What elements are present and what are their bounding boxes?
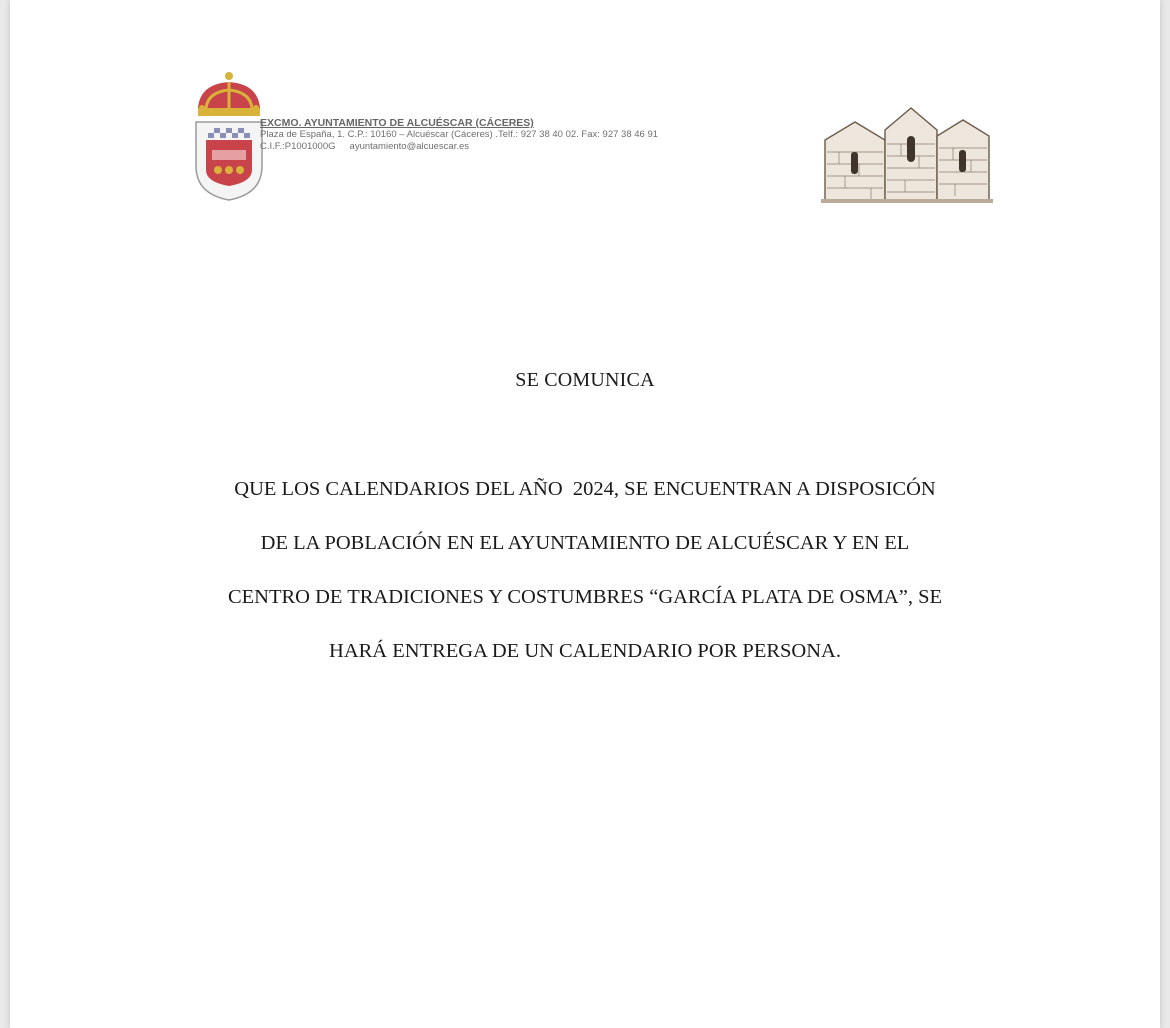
email-address: ayuntamiento@alcuescar.es xyxy=(349,141,470,152)
letterhead xyxy=(260,117,820,153)
notice-line: CENTRO DE TRADICIONES Y COSTUMBRES “GARCÍA PLATA DE OSMA”, SE xyxy=(227,586,942,608)
notice-line: HARÁ ENTREGA DE UN CALENDARIO POR PERSONA. xyxy=(329,640,841,662)
organization-name: EXCMO. AYUNTAMIENTO DE ALCUÉSCAR (CÁCERES) xyxy=(260,117,534,129)
notice-line: DE LA POBLACIÓN EN EL AYUNTAMIENTO DE ALCUÉSCAR Y EN EL xyxy=(260,532,910,554)
notice-body xyxy=(10,476,1160,692)
contact-line xyxy=(260,141,820,153)
notice-heading: SE COMUNICA xyxy=(515,369,655,391)
cif-number: C.I.F.:P1001000G xyxy=(260,141,336,152)
address-line: Plaza de España, 1. C.P.: 10160 – Alcuéscar (Cáceres) .Telf.: 927 38 40 02. Fax: 927 38 46 91 xyxy=(260,129,659,140)
document-page xyxy=(10,0,1160,1028)
town-coat-of-arms-icon xyxy=(188,70,270,204)
church-illustration-icon xyxy=(815,100,995,204)
notice-line: QUE LOS CALENDARIOS DEL AÑO 2024, SE ENCUENTRAN A DISPOSICÓN xyxy=(234,478,936,500)
